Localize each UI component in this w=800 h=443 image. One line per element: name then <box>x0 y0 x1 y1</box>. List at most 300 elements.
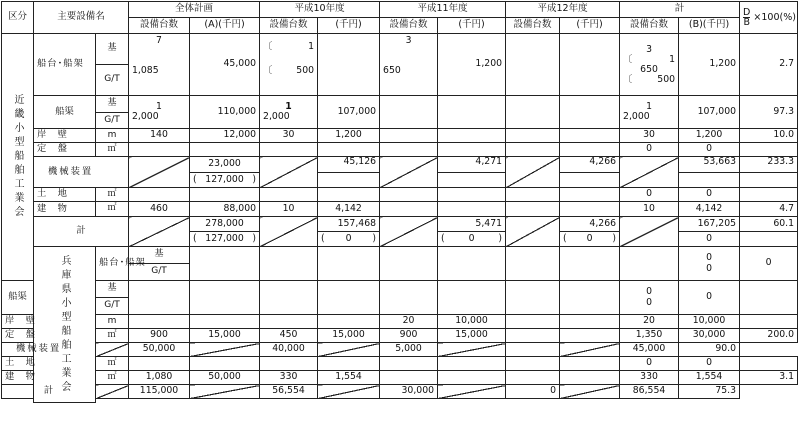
table-row <box>2 343 798 357</box>
total-amount <box>190 315 260 329</box>
h12-amount <box>560 357 620 371</box>
ratio: 60.1 <box>740 217 798 232</box>
item-name: 岸 壁 <box>34 129 96 143</box>
sum-count: 30 <box>620 129 679 143</box>
h12-amount-2 <box>560 173 620 188</box>
facility-table <box>1 1 798 403</box>
h10-amount: 4,142 <box>318 202 380 217</box>
slash-cell <box>129 217 190 247</box>
header-zentai: 全体計画 <box>129 2 260 18</box>
slash-cell <box>260 217 318 247</box>
sub-daisu-h11: 設備台数 <box>380 18 438 34</box>
sum-count-ki: 1 <box>646 100 652 112</box>
total-count <box>129 281 190 315</box>
h10-amount: 40,000 <box>260 343 318 357</box>
h11-count-gt: 650 <box>383 65 401 77</box>
ratio: 2.7 <box>740 34 798 96</box>
slash-cell <box>260 157 318 188</box>
h11-count <box>438 247 506 281</box>
sub-a: (A)(千円) <box>190 18 260 34</box>
ratio-denominator: B <box>743 17 750 28</box>
unit-m: m <box>96 129 129 143</box>
ratio <box>740 281 798 315</box>
h11-count-cell <box>380 34 438 96</box>
slash-cell <box>506 217 560 247</box>
bracket: 〔 <box>263 41 273 52</box>
sum-paren: 0 <box>679 232 740 247</box>
h12-amount <box>620 247 679 281</box>
table-row <box>2 202 798 217</box>
ratio-2 <box>740 173 798 188</box>
total-count <box>129 357 190 371</box>
h10-amount: 1,554 <box>318 371 380 385</box>
total-amount <box>260 247 318 281</box>
total-amount: 45,000 <box>190 34 260 96</box>
slash-cell <box>380 217 438 247</box>
total-amount: 115,000 <box>129 385 190 399</box>
h12-count <box>506 371 560 385</box>
slash-cell <box>620 217 679 247</box>
h11-paren: 0 <box>468 232 475 244</box>
h12-amount: 4,266 <box>560 217 620 232</box>
total-count <box>129 143 190 157</box>
total-paren: 127,000 <box>205 232 244 244</box>
h10-amount: 15,000 <box>318 329 380 343</box>
h12-amount <box>506 343 560 357</box>
h12-count <box>506 315 560 329</box>
table-row <box>2 34 798 65</box>
h10-amount <box>380 247 438 281</box>
slash-cell <box>560 343 620 357</box>
h10-count-ki: 1 <box>308 41 315 52</box>
item-name: 建 物 <box>34 202 96 217</box>
h11-amount <box>438 281 506 315</box>
total-amount <box>190 281 260 315</box>
h11-amount: 30,000 <box>380 385 438 399</box>
h12-amount <box>560 34 620 96</box>
sum-count: 10 <box>620 202 679 217</box>
h11-amount-2 <box>438 173 506 188</box>
sum-amount: 1,554 <box>679 371 740 385</box>
header-h12: 平成12年度 <box>506 2 620 18</box>
table-row <box>2 247 798 264</box>
sub-sen-h11: (千円) <box>438 18 506 34</box>
h10-count-gt: 500 <box>296 65 315 77</box>
h11-count <box>380 202 438 217</box>
sum-amount: 0 <box>679 188 740 202</box>
h12-count <box>506 96 560 129</box>
header-ratio <box>740 2 798 34</box>
total-amount: 15,000 <box>190 329 260 343</box>
h10-amount: 45,126 <box>318 157 380 173</box>
h11-amount <box>438 357 506 371</box>
section-label-hyogo: 兵庫県小型船舶工業会 <box>34 247 96 403</box>
total-amount: 50,000 <box>129 343 190 357</box>
h12-amount: 4,266 <box>560 157 620 173</box>
sum-amount: 107,000 <box>679 96 740 129</box>
slash-cell <box>620 157 679 188</box>
ratio: 4.7 <box>740 202 798 217</box>
sum-amount: 45,000 <box>620 343 679 357</box>
h11-count: 20 <box>380 315 438 329</box>
item-name: 岸 壁 <box>2 315 34 329</box>
h12-amount <box>560 188 620 202</box>
ratio: 75.3 <box>679 385 740 399</box>
table-row <box>2 329 798 343</box>
total-amount: 12,000 <box>190 129 260 143</box>
h10-count <box>260 143 318 157</box>
sum-count-d: 500 <box>657 74 676 86</box>
h10-paren: 0 <box>345 232 352 244</box>
table-row <box>2 96 798 113</box>
total-count-ki: 1 <box>156 100 162 112</box>
total-count: 1,080 <box>129 371 190 385</box>
total-count: 460 <box>129 202 190 217</box>
paren: ) <box>372 232 377 244</box>
ratio <box>740 188 798 202</box>
item-name: 建 物 <box>2 371 34 385</box>
table-row-total <box>2 385 798 399</box>
sub-b: (B)(千円) <box>679 18 740 34</box>
header-setsubi: 主要設備名 <box>34 2 129 34</box>
sum-count-gt: 0 <box>646 296 652 308</box>
ratio-numerator: D <box>743 6 751 18</box>
unit-m2: ㎡ <box>96 188 129 202</box>
h12-count <box>506 329 560 343</box>
unit-m2: ㎡ <box>96 357 129 371</box>
h11-amount <box>438 96 506 129</box>
ratio-suffix: ×100(%) <box>753 11 796 23</box>
paren: ( <box>193 232 197 244</box>
header-h10: 平成10年度 <box>260 2 380 18</box>
sub-daisu-zentai: 設備台数 <box>129 18 190 34</box>
ratio: 90.0 <box>679 343 740 357</box>
h12-count <box>506 188 560 202</box>
h12-count <box>506 357 560 371</box>
sum-amount: 167,205 <box>679 217 740 232</box>
paren: ( <box>193 173 197 185</box>
h12-paren-cell <box>560 232 620 247</box>
h12-amount <box>560 129 620 143</box>
paren: ) <box>612 232 617 244</box>
unit-ki: 基 <box>96 34 129 65</box>
total-amount: 23,000 <box>190 157 260 173</box>
bracket: 〔 <box>263 65 273 77</box>
table-row <box>2 143 798 157</box>
h12-count <box>506 34 560 96</box>
sum-count-ki: 0 <box>646 286 652 298</box>
ratio: 233.3 <box>740 157 798 173</box>
table-row <box>2 188 798 202</box>
sum-amount: 0 <box>740 247 798 281</box>
item-name: 定 盤 <box>34 143 96 157</box>
slash-cell <box>96 343 129 357</box>
h10-amount <box>318 281 380 315</box>
unit-gt: G/T <box>129 264 190 281</box>
h10-amount <box>318 188 380 202</box>
h11-count: 900 <box>380 329 438 343</box>
h11-count-ki: 3 <box>405 35 412 46</box>
item-name: 船台･船架 <box>96 247 129 281</box>
h10-paren-cell <box>318 232 380 247</box>
total-paren-cell <box>190 232 260 247</box>
ratio <box>740 357 798 371</box>
table-row <box>2 371 798 385</box>
total-count-gt: 2,000 <box>132 111 159 122</box>
sum-amount: 30,000 <box>679 329 740 343</box>
h12-amount <box>560 315 620 329</box>
h10-count-cell <box>260 96 318 129</box>
item-name: 船台･船架 <box>34 34 96 96</box>
h12-amount <box>560 202 620 217</box>
h10-amount: 107,000 <box>318 96 380 129</box>
ratio: 97.3 <box>740 96 798 129</box>
slash-cell <box>380 157 438 188</box>
item-name: 機械装置 <box>2 343 96 357</box>
paren: ) <box>252 173 257 185</box>
h11-count <box>380 188 438 202</box>
total-count: 140 <box>129 129 190 143</box>
slash-cell <box>560 385 620 399</box>
sum-amount: 53,663 <box>679 157 740 173</box>
slash-cell <box>129 157 190 188</box>
sub-daisu-h12: 設備台数 <box>506 18 560 34</box>
h10-count: 30 <box>260 129 318 143</box>
sum-amount: 86,554 <box>620 385 679 399</box>
total-amount: 88,000 <box>190 202 260 217</box>
h10-count <box>318 247 380 281</box>
sum-amount: 0 <box>679 143 740 157</box>
sub-sen-h10: (千円) <box>318 18 380 34</box>
table-row-total <box>2 217 798 232</box>
h10-count: 450 <box>260 329 318 343</box>
item-name: 定 盤 <box>2 329 34 343</box>
item-name: 船渠 <box>34 96 96 129</box>
h12-amount <box>560 143 620 157</box>
total-amount: 50,000 <box>190 371 260 385</box>
sum-count-gt: 2,000 <box>623 111 650 122</box>
unit-m2: ㎡ <box>96 202 129 217</box>
sum-count: 0 <box>620 143 679 157</box>
item-name: 計 <box>2 385 96 399</box>
sum-count-cell <box>620 281 679 315</box>
ratio: 3.1 <box>740 371 798 385</box>
header-kubun: 区分 <box>2 2 34 34</box>
sum-count-cell <box>620 34 679 96</box>
h10-count: 10 <box>260 202 318 217</box>
slash-cell <box>318 385 380 399</box>
sum-count-b: 1 <box>669 53 676 65</box>
slash-cell <box>318 343 380 357</box>
header-h11: 平成11年度 <box>380 2 506 18</box>
table-row <box>2 157 798 173</box>
paren: ( <box>321 232 325 244</box>
paren: ( <box>441 232 445 244</box>
total-count: 900 <box>129 329 190 343</box>
table-row <box>2 281 798 298</box>
sum-count: 330 <box>620 371 679 385</box>
paren: ( <box>563 232 567 244</box>
h11-amount <box>438 129 506 143</box>
h10-amount: 157,468 <box>318 217 380 232</box>
bracket: 〔 <box>623 74 633 86</box>
total-count-gt: 1,085 <box>132 65 159 77</box>
sum-count-cell <box>679 247 740 281</box>
h12-count <box>506 143 560 157</box>
sum-count-ki: 0 <box>706 252 712 264</box>
item-name: 土 地 <box>34 188 96 202</box>
total-count-ki: 7 <box>156 35 162 46</box>
sum-amount: 0 <box>679 281 740 315</box>
spacer-row <box>2 402 798 403</box>
total-amount <box>190 143 260 157</box>
h10-count <box>260 315 318 329</box>
sum-count-cell <box>620 96 679 129</box>
h10-count-ki: 1 <box>285 100 292 112</box>
h12-amount <box>560 329 620 343</box>
sum-amount: 0 <box>679 357 740 371</box>
sub-daisu-h10: 設備台数 <box>260 18 318 34</box>
total-amount <box>190 357 260 371</box>
slash-cell <box>190 385 260 399</box>
h10-count-cell <box>260 34 318 96</box>
h11-amount <box>506 247 560 281</box>
h12-paren: 0 <box>586 232 593 244</box>
h11-amount: 5,471 <box>438 217 506 232</box>
h10-amount <box>318 143 380 157</box>
h11-amount: 15,000 <box>438 329 506 343</box>
item-name: 船渠 <box>2 281 34 315</box>
h10-amount: 1,200 <box>318 129 380 143</box>
unit-ki: 基 <box>96 281 129 298</box>
h11-amount: 10,000 <box>438 315 506 329</box>
ratio-2 <box>740 232 798 247</box>
unit-ki: 基 <box>129 247 190 264</box>
paren: ) <box>498 232 503 244</box>
h10-count <box>260 357 318 371</box>
paren: ) <box>252 232 257 244</box>
sub-daisu-kei: 設備台数 <box>620 18 679 34</box>
sum-amount: 4,142 <box>679 202 740 217</box>
h12-amount: 0 <box>506 385 560 399</box>
slash-cell <box>190 343 260 357</box>
h11-count <box>380 357 438 371</box>
unit-m2: ㎡ <box>96 143 129 157</box>
total-amount <box>190 188 260 202</box>
h11-count <box>380 129 438 143</box>
unit-gt: G/T <box>96 65 129 96</box>
slash-cell <box>438 385 506 399</box>
sum-amount-2 <box>679 173 740 188</box>
header-kei: 計 <box>620 2 740 18</box>
bracket: 〔 <box>623 53 633 65</box>
total-count <box>190 247 260 281</box>
h11-amount <box>438 371 506 385</box>
h12-count <box>560 247 620 281</box>
ratio: 200.0 <box>740 329 798 343</box>
sum-count: 0 <box>620 357 679 371</box>
h11-amount: 5,000 <box>380 343 438 357</box>
h10-count <box>260 281 318 315</box>
h12-amount <box>560 281 620 315</box>
sum-count: 20 <box>620 315 679 329</box>
section-label-kinki: 近畿小型船舶工業会 <box>2 34 34 281</box>
h11-amount: 4,271 <box>438 157 506 173</box>
h11-count <box>380 281 438 315</box>
h12-count <box>506 281 560 315</box>
item-name: 機械装置 <box>34 157 129 188</box>
h10-count <box>260 188 318 202</box>
sum-amount: 10,000 <box>679 315 740 329</box>
total-count <box>129 188 190 202</box>
h10-amount <box>318 315 380 329</box>
h11-amount <box>438 143 506 157</box>
table-row <box>2 129 798 143</box>
item-name: 計 <box>34 217 129 247</box>
unit-gt: G/T <box>96 298 129 315</box>
sum-count-gt: 0 <box>706 262 712 274</box>
h10-amount <box>318 357 380 371</box>
total-paren-cell <box>190 173 260 188</box>
unit-m2: ㎡ <box>96 371 129 385</box>
sum-amount: 1,200 <box>679 129 740 143</box>
total-paren: 127,000 <box>205 173 244 185</box>
h11-count <box>380 371 438 385</box>
h11-paren-cell <box>438 232 506 247</box>
h11-amount: 1,200 <box>438 34 506 96</box>
h11-amount <box>438 188 506 202</box>
slash-cell <box>506 157 560 188</box>
h11-amount <box>438 202 506 217</box>
table-row <box>2 357 798 371</box>
h11-count <box>380 96 438 129</box>
total-count <box>129 315 190 329</box>
ratio: 10.0 <box>740 129 798 143</box>
sum-count-c: 650 <box>640 64 658 75</box>
header-row-1 <box>2 2 798 18</box>
h12-count <box>506 202 560 217</box>
sub-sen-h12: (千円) <box>560 18 620 34</box>
h11-count <box>380 143 438 157</box>
unit-gt: G/T <box>96 113 129 129</box>
h10-count: 330 <box>260 371 318 385</box>
total-amount: 278,000 <box>190 217 260 232</box>
slash-cell <box>438 343 506 357</box>
total-count-cell <box>129 96 190 129</box>
h12-amount <box>560 96 620 129</box>
h10-amount-2 <box>318 173 380 188</box>
sum-count-a: 3 <box>646 43 652 55</box>
spacer <box>2 402 740 403</box>
sum-count: 1,350 <box>620 329 679 343</box>
table-row <box>2 315 798 329</box>
sum-amount: 1,200 <box>679 34 740 96</box>
ratio <box>740 143 798 157</box>
unit-m2: ㎡ <box>96 329 129 343</box>
unit-ki: 基 <box>96 96 129 113</box>
slash-cell <box>96 385 129 399</box>
h12-count <box>506 129 560 143</box>
total-amount: 110,000 <box>190 96 260 129</box>
h10-count-gt: 2,000 <box>263 111 290 122</box>
sum-count: 0 <box>620 188 679 202</box>
h10-amount <box>318 34 380 96</box>
item-name: 土 地 <box>2 357 34 371</box>
total-count-cell <box>129 34 190 96</box>
ratio <box>740 315 798 329</box>
h10-amount: 56,554 <box>260 385 318 399</box>
unit-m: m <box>96 315 129 329</box>
